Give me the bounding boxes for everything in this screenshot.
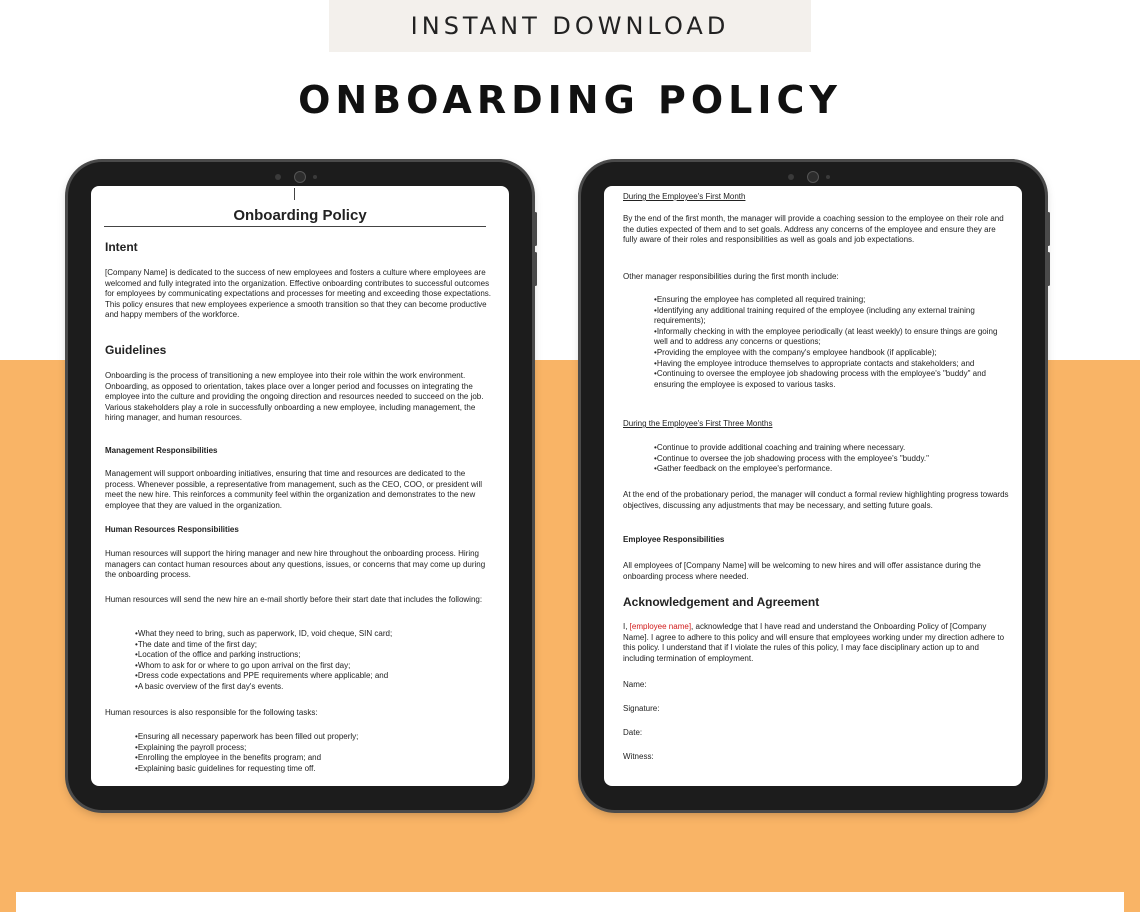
volume-up-button (1047, 212, 1050, 246)
bottom-white-strip (16, 892, 1124, 912)
three-months-heading: During the Employee's First Three Months (623, 419, 773, 428)
camera-lens-icon (294, 171, 306, 183)
date-field-label: Date: (623, 728, 643, 737)
list-item: • Enrolling the employee in the benefits program; and (135, 753, 495, 764)
list-item: • Explaining the payroll process; (135, 743, 495, 754)
list-item: • Ensuring the employee has completed all required training; (654, 295, 1010, 306)
list-item: • The date and time of the first day; (135, 640, 495, 651)
tablet-screen-right (604, 186, 1022, 786)
intent-paragraph: [Company Name] is dedicated to the success of new employees and fosters a culture where employees are welcomed and fully integrated into the organization. Effective onboarding contributes to successful outcomes for employees by communicating expectations and processes for meeting and exceeding those expectations. This policy ensures that new employees experience a smooth transition so that they can become productive and happy members of the workforce. (105, 268, 491, 320)
hr-tasks-list (135, 732, 495, 774)
title-underline (104, 226, 486, 227)
page-headline: ONBOARDING POLICY (298, 78, 842, 122)
sensor-dot (275, 174, 281, 180)
guidelines-paragraph: Onboarding is the process of transitioning a new employee into their role within the work environment. Onboarding, as opposed to orientation, takes place over a longer period and focusses on integrating the employee into the culture and providing the ongoing direction and resources needed to succeed on the job. Various stakeholders play a role in successfully onboarding a new employee, including management, the hiring manager, and human resources. (105, 371, 484, 423)
power-button (983, 159, 1015, 162)
list-item: • Continuing to oversee the employee job shadowing process with the employee's "buddy" and ensuring the employee is exposed to various tasks. (654, 369, 1010, 390)
tablet-right (581, 162, 1045, 810)
camera-lens-icon (807, 171, 819, 183)
acknowledgement-paragraph: I, [employee name], acknowledge that I have read and understand the Onboarding Policy of [Company Name]. I agree to adhere to this policy and will ensure that employees working under my direction adhere to this policy. I understand that if I violate the rules of this policy, I may face disciplinary action up to and including termination of employment. (623, 622, 1005, 663)
list-item: • Providing the employee with the company's employee handbook (if applicable); (654, 348, 1010, 359)
hr-heading: Human Resources Responsibilities (105, 525, 239, 534)
list-item: • What they need to bring, such as paperwork, ID, void cheque, SIN card; (135, 629, 495, 640)
list-item: • Continue to oversee the job shadowing process with the employee's "buddy." (654, 454, 1010, 465)
list-item: • Dress code expectations and PPE requirements where applicable; and (135, 671, 495, 682)
employee-name-placeholder: [employee name] (629, 622, 692, 631)
camera-cluster (788, 171, 838, 183)
volume-down-button (1047, 252, 1050, 286)
document-title: Onboarding Policy (233, 207, 367, 224)
acknowledgement-heading: Acknowledgement and Agreement (623, 595, 820, 609)
flash-dot (313, 175, 317, 179)
list-item: • Continue to provide additional coaching and training where necessary. (654, 443, 1010, 454)
instant-download-badge (329, 0, 811, 52)
other-responsibilities-text: Other manager responsibilities during the first month include: (623, 272, 839, 281)
employee-responsibilities-heading: Employee Responsibilities (623, 535, 725, 544)
hr-paragraph-2: Human resources will send the new hire an e-mail shortly before their start date that includes the following: (105, 595, 483, 604)
hr-paragraph-3: Human resources is also responsible for the following tasks: (105, 708, 318, 717)
guidelines-heading: Guidelines (105, 343, 167, 357)
flash-dot (826, 175, 830, 179)
list-item: • Explaining basic guidelines for requesting time off. (135, 764, 495, 775)
tablet-left (68, 162, 532, 810)
employee-responsibilities-paragraph: All employees of [Company Name] will be welcoming to new hires and will offer assistance during the onboarding process where needed. (623, 561, 981, 581)
list-item: • A basic overview of the first day's events. (135, 682, 495, 693)
list-item: • Having the employee introduce themselves to appropriate contacts and stakeholders; and (654, 359, 1010, 370)
management-heading: Management Responsibilities (105, 446, 218, 455)
text-cursor (294, 188, 295, 200)
volume-down-button (534, 252, 537, 286)
name-field-label: Name: (623, 680, 647, 689)
hr-email-list (135, 629, 495, 693)
first-month-list (654, 295, 1010, 390)
volume-up-button (534, 212, 537, 246)
hr-paragraph-1: Human resources will support the hiring manager and new hire throughout the onboarding process. Hiring managers can contact human resources about any questions, issues, or concerns that may come up during the onboarding process. (105, 549, 486, 580)
tablet-screen-left (91, 186, 509, 786)
signature-field-label: Signature: (623, 704, 660, 713)
list-item: • Whom to ask for or where to go upon arrival on the first day; (135, 661, 495, 672)
list-item: • Identifying any additional training required of the employee (including any external training requirements); (654, 306, 1010, 327)
first-month-heading: During the Employee's First Month (623, 192, 746, 201)
power-button (470, 159, 502, 162)
list-item: • Location of the office and parking instructions; (135, 650, 495, 661)
list-item: • Gather feedback on the employee's performance. (654, 464, 1010, 475)
three-months-list (654, 443, 1010, 475)
camera-cluster (275, 171, 325, 183)
probation-paragraph: At the end of the probationary period, the manager will conduct a formal review highlighting progress towards objectives, discussing any adjustments that may be necessary, and setting future goals. (623, 490, 1009, 510)
badge-label: INSTANT DOWNLOAD (410, 12, 730, 40)
management-paragraph: Management will support onboarding initiatives, ensuring that time and resources are dedicated to the process. Whenever possible, a representative from management, such as the CEO, COO, or president will meet the new hire. This reinforces a community feel within the organization and demonstrates to the new employee that they are valued in the organization. (105, 469, 483, 510)
list-item: • Ensuring all necessary paperwork has been filled out properly; (135, 732, 495, 743)
sensor-dot (788, 174, 794, 180)
first-month-paragraph: By the end of the first month, the manager will provide a coaching session to the employee on their role and the duties expected of them and to set goals. Address any concerns of the employee and ensure they are fully aware of their roles and responsibilities as well as goals and job expectations. (623, 214, 1004, 245)
list-item: • Informally checking in with the employee periodically (at least weekly) to ensure things are going well and to address any concerns or questions; (654, 327, 1010, 348)
witness-field-label: Witness: (623, 752, 654, 761)
intent-heading: Intent (105, 240, 138, 254)
